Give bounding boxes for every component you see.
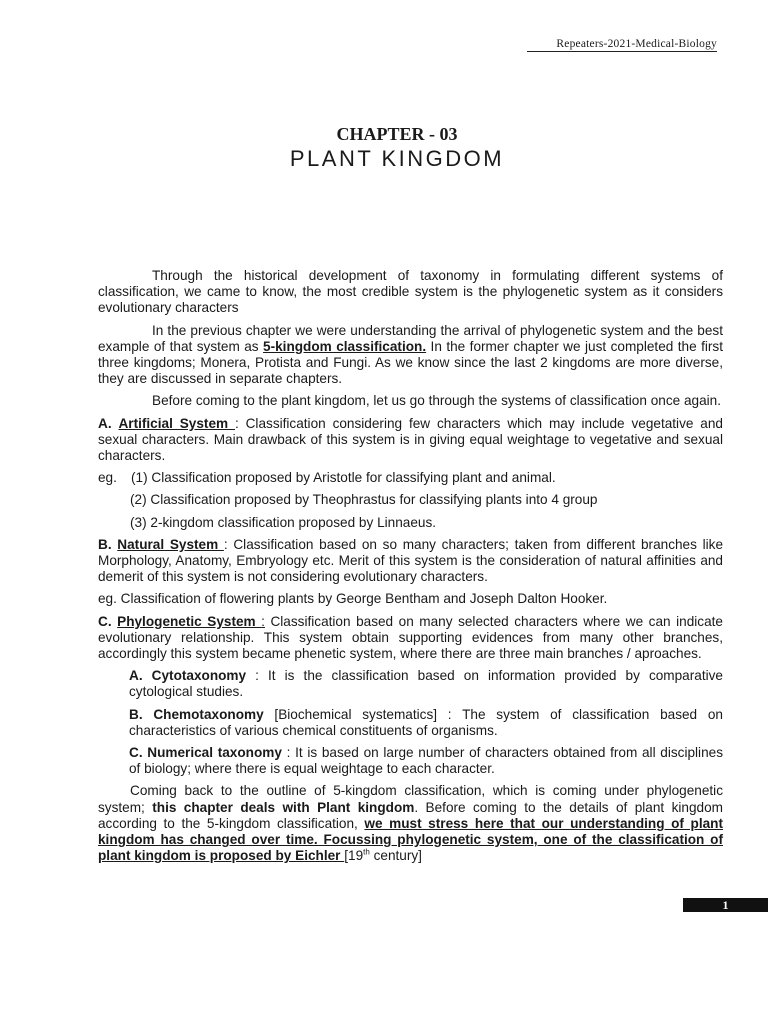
section-a-letter: A. [98,415,112,431]
numerical-taxonomy-label: C. Numerical taxonomy [129,745,282,761]
document-body [98,268,723,871]
closing-text-6: century] [369,848,422,864]
running-header: Repeaters-2021-Medical-Biology [527,38,717,52]
cytotaxonomy-text: : It is the classification based on information provided by comparative cytological studies. [129,668,723,700]
section-phylogenetic-system [98,614,723,663]
transition-paragraph: Before coming to the plant kingdom, let us go through the systems of classification once again. [152,393,721,409]
closing-superscript: th [363,847,370,857]
previous-chapter-text-a: In the previous chapter we were understanding the arrival of phylogenetic system and the best example of that system as [98,322,723,354]
example-text: (1) Classification proposed by Aristotle for classifying plant and animal. [131,470,556,486]
previous-chapter-paragraph [98,323,723,388]
chapter-label: CHAPTER - 03 [336,124,458,144]
intro-paragraph: Through the historical development of taxonomy in formulating different systems of classification, we came to know, the most credible system is the phylogenetic system as it considers evolutionary characters [98,268,723,316]
closing-emphasis-eichler: we must stress here that our understanding of plant kingdom has changed over time. Focussing phylogenetic system, one of the classification of plant kingdom is proposed by Eichler [98,815,723,864]
closing-text-5: [19 [344,848,364,864]
artificial-example-3: (3) 2-kingdom classification proposed by Linnaeus. [130,514,437,530]
five-kingdom-term: 5-kingdom classification. [263,338,427,354]
natural-system-text: : Classification based on so many characters; taken from different branches like Morphology, Anatomy, Embryology etc. Merit of this system is the consideration of natural affinities and demerit of this system is not considering evolutionary characters. [98,536,724,585]
section-c-letter: C. [98,613,112,629]
chapter-title: PLANT KINGDOM [289,146,505,171]
eg-label: eg. [98,470,117,486]
artificial-example-1 [98,470,723,486]
artificial-example-2: (2) Classification proposed by Theophrastus for classifying plants into 4 group [130,492,598,508]
section-artificial-system [98,416,723,465]
page-number: 1 [683,898,768,912]
chemotaxonomy-label: B. Chemotaxonomy [129,706,264,722]
natural-system-example: eg. Classification of flowering plants by George Bentham and Joseph Dalton Hooker. [98,591,608,607]
closing-bold-plant-kingdom: this chapter deals with Plant kingdom [152,799,415,815]
chemotaxonomy-item [129,707,723,739]
cytotaxonomy-item [129,668,723,700]
natural-system-term: Natural System [117,536,224,552]
cytotaxonomy-label: A. Cytotaxonomy [129,668,247,684]
closing-text-1: Coming back to the outline of 5-kingdom classification, which is coming under phylogenetic system; [98,783,723,815]
artificial-system-term: Artificial System [118,415,235,431]
numerical-taxonomy-text: : It is based on large number of characters obtained from all disciplines of biology; where there is equal weightage to each character. [129,745,723,777]
section-natural-system [98,537,723,586]
previous-chapter-text-c: In the former chapter we just completed the first three kingdoms; Monera, Protista and Fungi. As we know since the last 2 kingdoms are more diverse, they are discussed in separate chapters. [98,338,723,387]
numerical-taxonomy-item [129,745,723,777]
phylogenetic-system-term: Phylogenetic System [117,613,262,629]
section-b-letter: B. [98,536,112,552]
phylogenetic-colon: : [261,613,265,629]
phylogenetic-system-text: Classification based on many selected characters where we can indicate evolutionary relationship. This system obtain supporting evidences from many other branches, accordingly this system became phenetic system, where there are three main branches / aproaches. [98,613,723,662]
closing-paragraph [98,783,723,864]
closing-text-3: . Before coming to the details of plant kingdom according to the 5-kingdom classification, [98,799,723,831]
artificial-system-text: : Classification considering few characters which may include vegetative and sexual characters. Main drawback of this system is in giving equal weightage to vegetative and sexual characters. [98,415,723,464]
chemotaxonomy-text: [Biochemical systematics] : The system of classification based on characteristics of various chemical constituents of organisms. [129,706,723,738]
